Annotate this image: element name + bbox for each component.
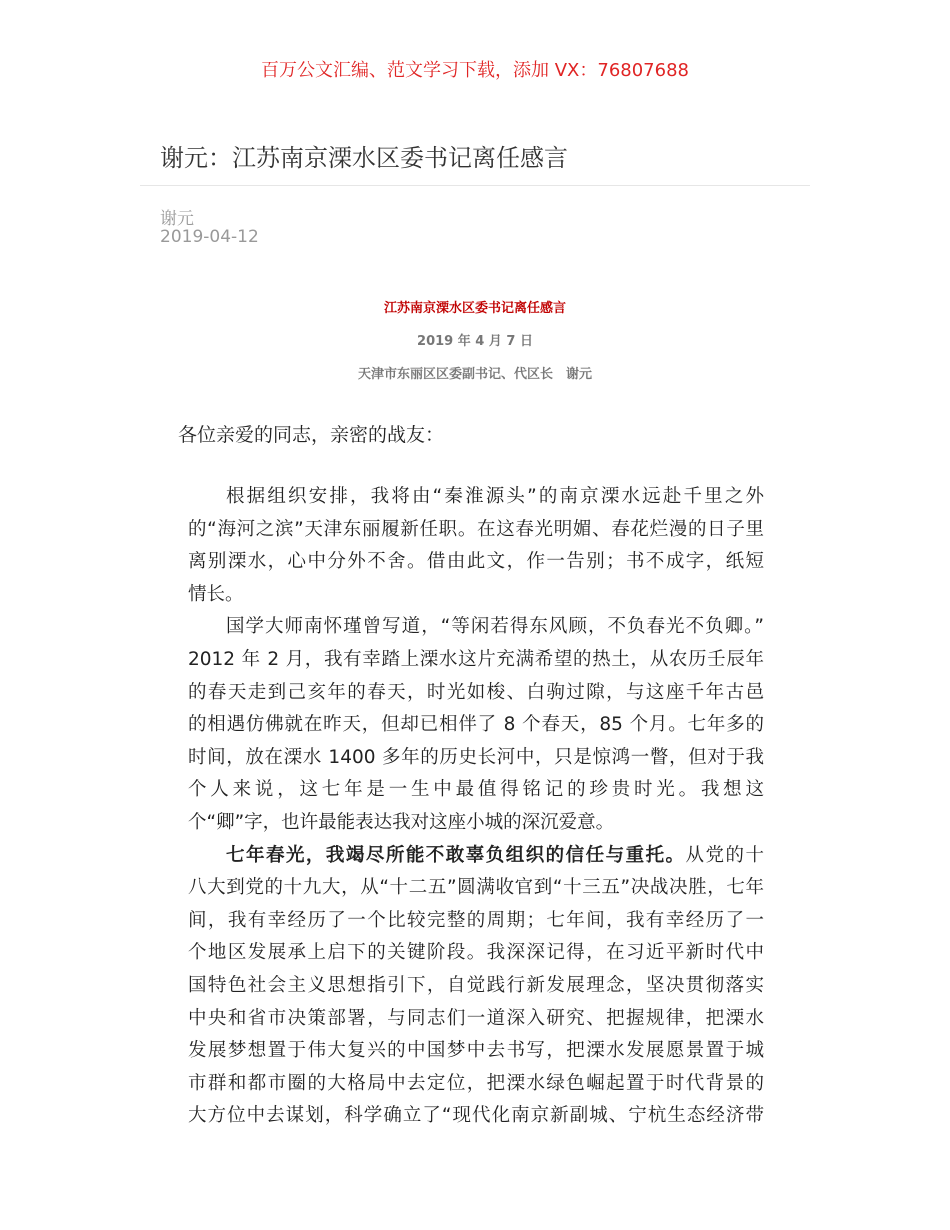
paragraph-line: 间，我有幸经历了一个比较完整的周期；七年间，我有幸经历了一 [188,909,764,931]
doc-heading: 江苏南京溧水区委书记离任感言 [383,301,566,316]
paragraph-line: 个地区发展承上启下的关键阶段。我深深记得，在习近平新时代中 [188,942,764,964]
paragraph-line: 发展梦想置于伟大复兴的中国梦中去书写，把溧水发展愿景置于城 [188,1040,764,1062]
paragraph-line: 离别溧水，心中分外不舍。借由此文，作一告别；书不成字，纸短 [188,551,764,573]
lead-rest: 从党的十 [685,844,764,866]
bold-lead: 七年春光，我竭尽所能不敢辜负组织的信任与重托。 [226,844,686,866]
paragraph-line: 2012 年 2 月，我有幸踏上溧水这片充满希望的热土，从农历壬辰年 [188,648,764,670]
paragraph-line: 情长。 [188,583,244,605]
paragraph-line: 市群和都市圈的大格局中去定位，把溧水绿色崛起置于时代背景的 [188,1072,764,1094]
paragraph-line: 根据组织安排，我将由“秦淮源头”的南京溧水远赴千里之外 [226,486,764,507]
paragraph-line: 个人来说，这七年是一生中最值得铭记的珍贵时光。我想这 [188,779,764,801]
paragraph-line: 八大到党的十九大，从“十二五”圆满收官到“十三五”决战决胜，七年 [188,877,764,899]
divider [140,185,810,186]
paragraph-line: 的“海河之滨”天津东丽履新任职。在这春光明媚、春花烂漫的日子里 [188,518,764,540]
article-title: 谢元：江苏南京溧水区委书记离任感言 [160,144,568,172]
paragraph-line [188,840,764,873]
promo-banner: 百万公文汇编、范文学习下载，添加 VX：76807688 [261,60,689,81]
paragraph-line: 中央和省市决策部署，与同志们一道深入研究、把握规律，把溧水 [188,1007,764,1029]
greeting: 各位亲爱的同志，亲密的战友： [178,424,445,446]
paragraph-line: 的相遇仿佛就在昨天，但却已相伴了 8 个春天，85 个月。七年多的 [188,714,764,736]
doc-byline: 天津市东丽区区委副书记、代区长 谢元 [357,367,592,382]
paragraph-line: 的春天走到己亥年的春天，时光如梭、白驹过隙，与这座千年古邑 [188,681,764,703]
paragraph-line: 国学大师南怀瑾曾写道，“等闲若得东风顾，不负春光不负卿。” [226,616,764,638]
paragraph-line: 个“卿”字，也许最能表达我对这座小城的深沉爱意。 [188,811,615,833]
article-body [188,481,764,1133]
paragraph-line: 时间，放在溧水 1400 多年的历史长河中，只是惊鸿一瞥，但对于我 [188,746,764,768]
paragraph-line: 国特色社会主义思想指引下，自觉践行新发展理念，坚决贯彻落实 [188,974,764,996]
doc-date: 2019 年 4 月 7 日 [417,334,533,349]
paragraph-line: 大方位中去谋划，科学确立了“现代化南京新副城、宁杭生态经济带 [188,1105,764,1127]
article-date: 2019-04-12 [160,227,259,247]
article-author: 谢元 [160,209,194,229]
